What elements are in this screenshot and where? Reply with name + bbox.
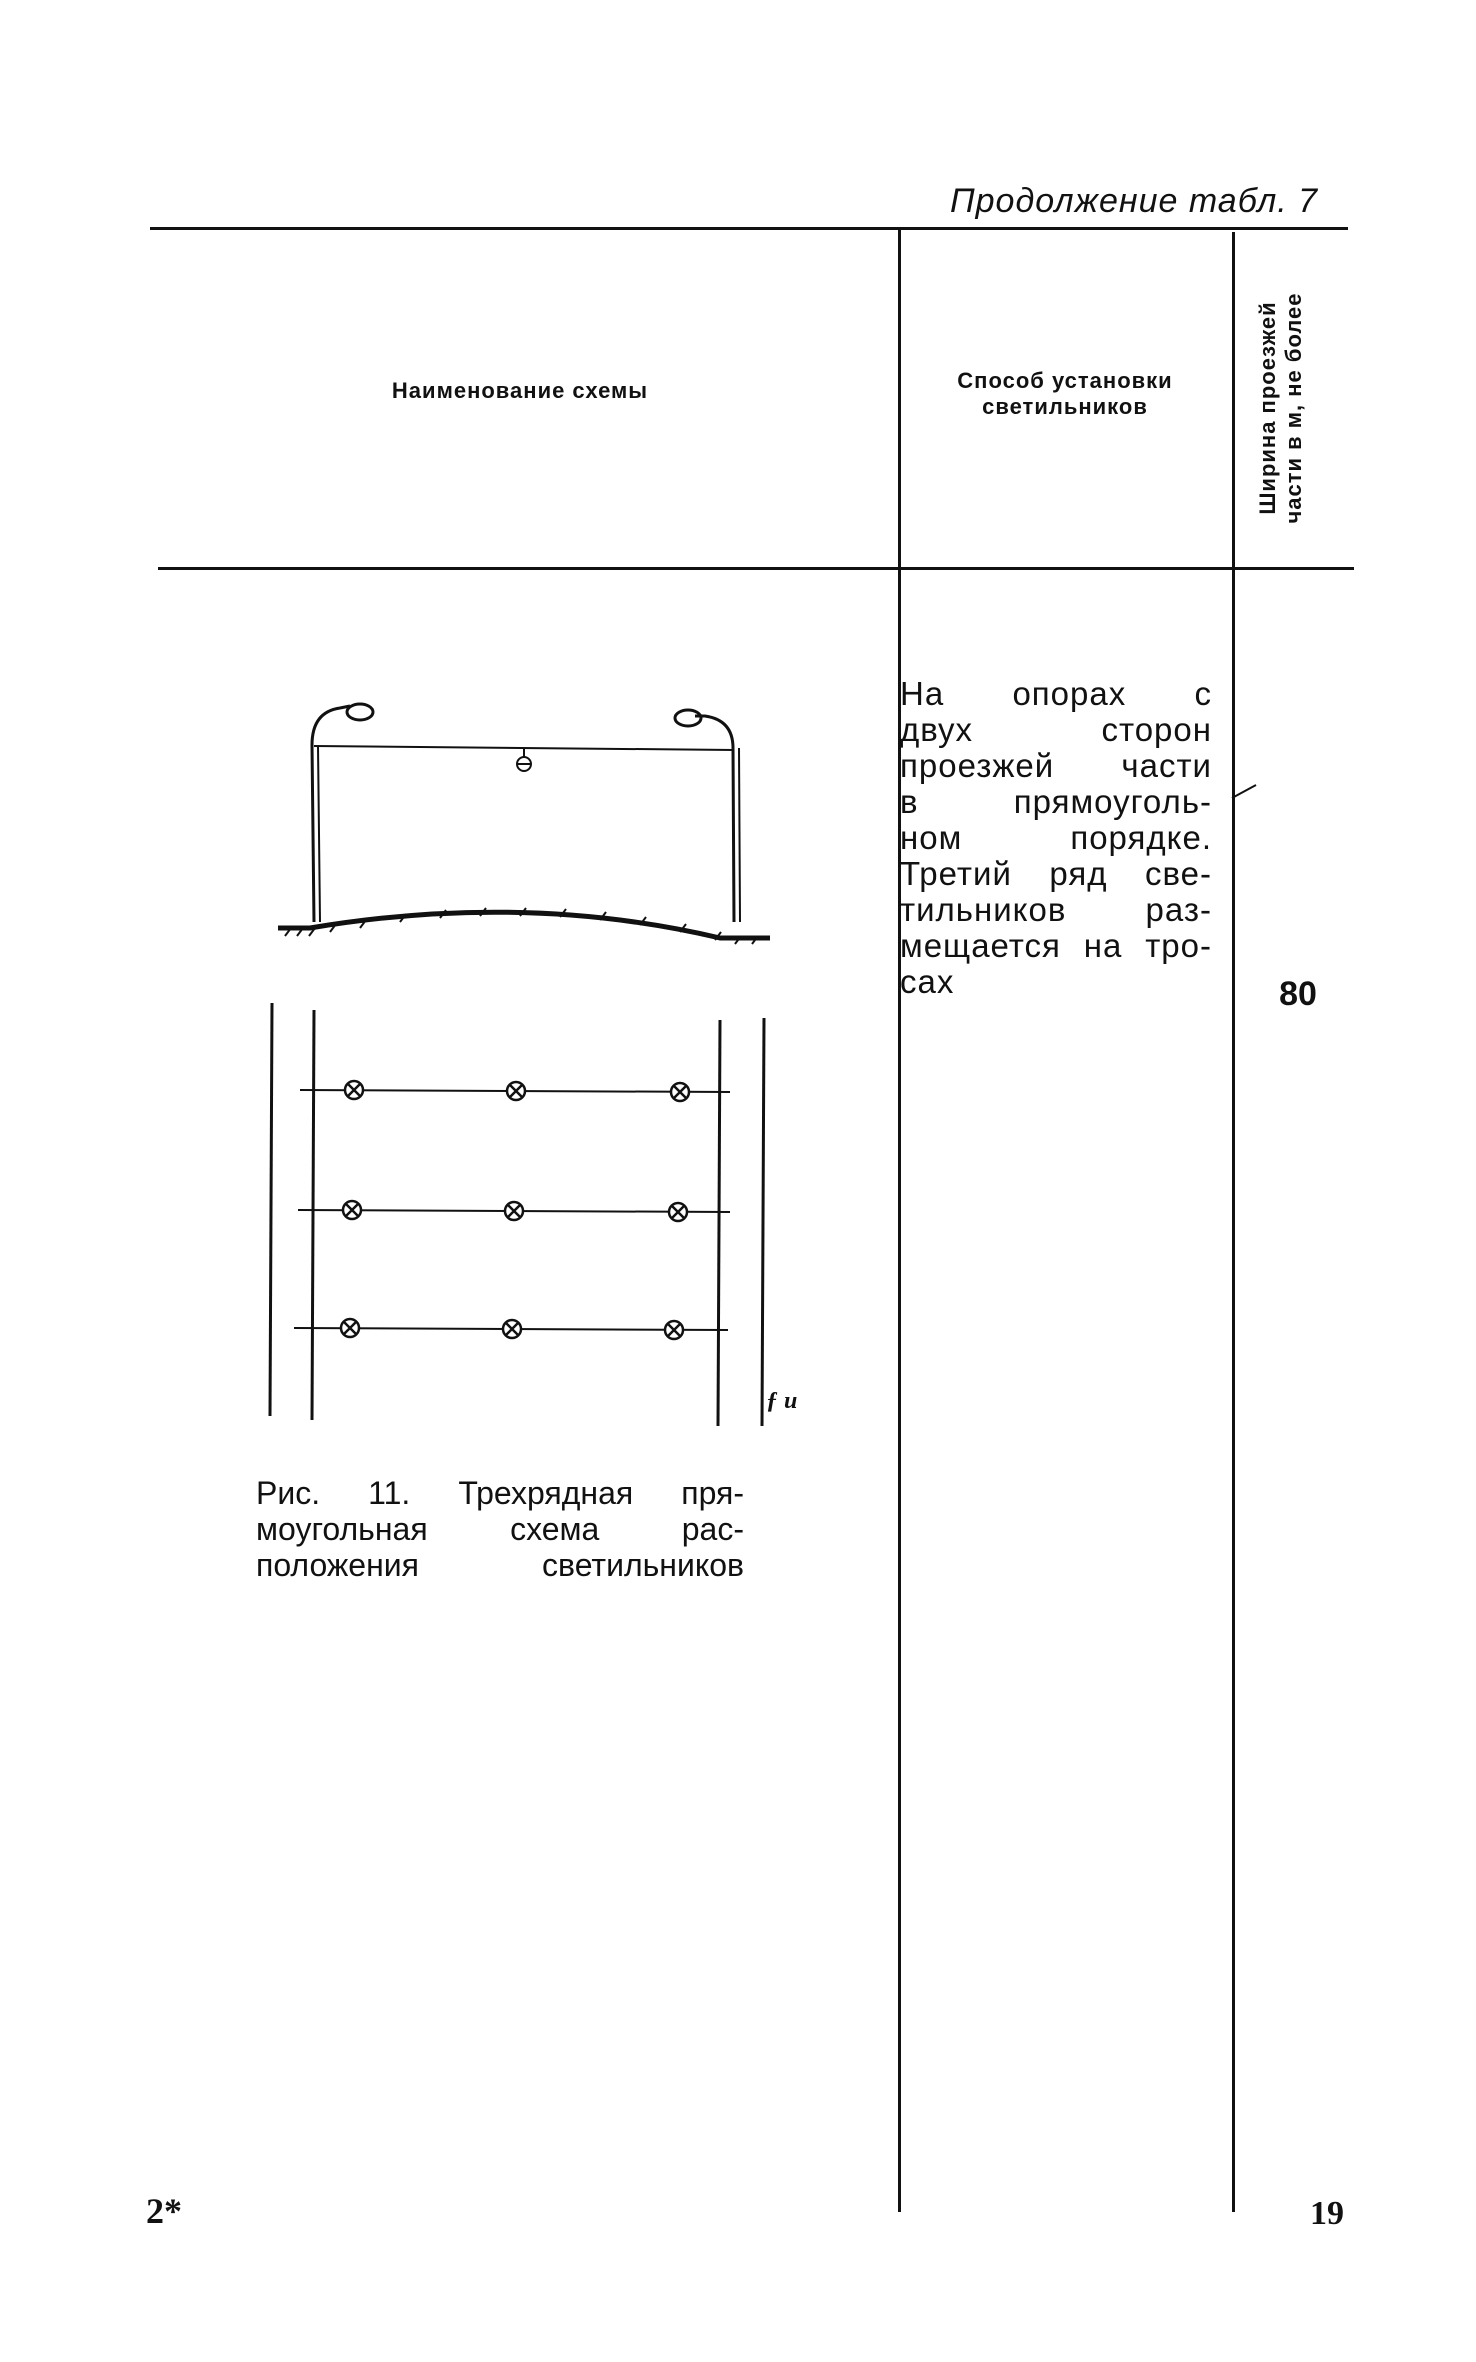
right-curb-line (718, 1020, 720, 1426)
header-width-line-2: части в м, не более (1281, 292, 1306, 524)
method-line: проезжей части (900, 747, 1212, 784)
street-elevation-view (278, 704, 770, 944)
carriageway-width-value: 80 (1279, 975, 1317, 1013)
figure-caption (256, 1475, 744, 1583)
method-line: ном порядке. (900, 819, 1212, 856)
right-pole (695, 716, 734, 922)
page-number: 19 (1310, 2195, 1344, 2232)
luminaire-r3-right (665, 1321, 683, 1339)
method-line: мещается на тро- (900, 927, 1212, 964)
left-pole (312, 706, 350, 922)
right-pole-outline (739, 748, 740, 922)
ground-hatch (285, 908, 758, 944)
left-lamp-head (347, 704, 373, 720)
right-sidewalk-edge (762, 1018, 764, 1426)
header-scheme-name: Наименование схемы (391, 378, 649, 403)
left-curb-line (312, 1010, 314, 1420)
left-sidewalk-edge (270, 1003, 272, 1416)
right-lamp-head (675, 710, 701, 726)
method-line: Третий ряд све- (900, 855, 1212, 892)
pen-tick-mark (1232, 785, 1256, 798)
method-line: сах (900, 963, 955, 1000)
luminaire-r1-left (345, 1081, 363, 1099)
left-pole-outline (318, 746, 320, 922)
luminaire-r1-center (507, 1082, 525, 1100)
luminaire-r1-right (671, 1083, 689, 1101)
road-surface (278, 912, 770, 938)
signature-mark: 2* (146, 2191, 182, 2231)
luminaire-r2-left (343, 1201, 361, 1219)
method-line: На опорах с (900, 675, 1212, 712)
luminaire-r2-center (505, 1202, 523, 1220)
caption-line: моугольная схема рас- (256, 1511, 744, 1547)
method-line: тильников раз- (900, 891, 1212, 928)
luminaire-r3-center (503, 1320, 521, 1338)
caption-line: Рис. 11. Трехрядная пря- (256, 1475, 744, 1511)
method-line: двух сторон (900, 711, 1212, 748)
caption-line: положения светильников (256, 1547, 744, 1583)
luminaire-r2-right (669, 1203, 687, 1221)
table-continuation-label: Продолжение табл. 7 (950, 182, 1319, 220)
figure-mark: ƒ u (766, 1388, 798, 1414)
header-width-line-1: Ширина проезжей (1255, 301, 1280, 515)
header-method-line-2: светильников (982, 394, 1148, 419)
header-method-line-1: Способ установки (957, 368, 1173, 393)
method-line: в прямоуголь- (900, 783, 1212, 820)
luminaire-r3-left (341, 1319, 359, 1337)
